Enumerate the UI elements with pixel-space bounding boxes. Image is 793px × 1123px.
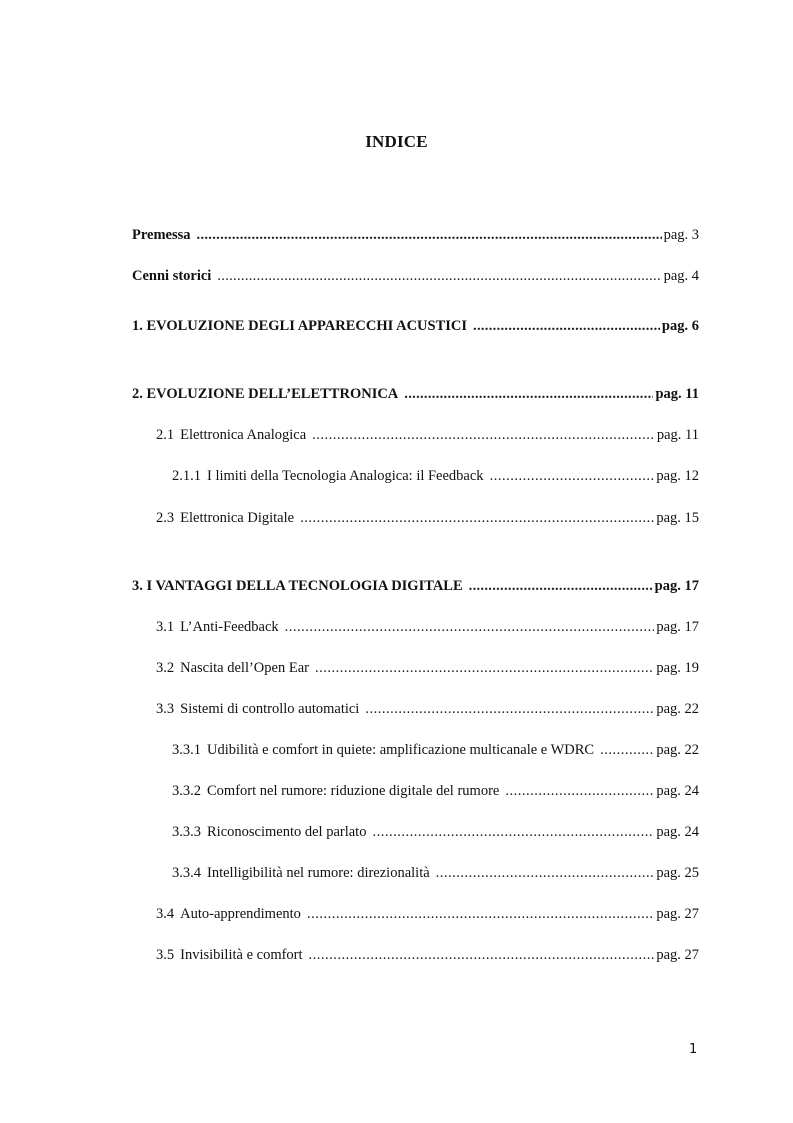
toc-entry-number: 3.3.4 xyxy=(172,865,201,881)
toc-entry-3-2[interactable] xyxy=(156,660,699,680)
toc-entry-number: 3.3 xyxy=(156,701,175,717)
dot-leader xyxy=(197,227,662,244)
toc-entry-page: pag. 4 xyxy=(663,268,699,284)
toc-entry-label: Intelligibilità nel rumore: direzionalità xyxy=(207,865,430,881)
toc-entry-3-3[interactable] xyxy=(156,701,699,721)
toc-entry-2-1-1[interactable] xyxy=(172,468,699,488)
toc-entry-3-1[interactable] xyxy=(156,619,699,639)
dot-leader xyxy=(285,619,655,636)
page-title: INDICE xyxy=(365,132,428,151)
toc-entry-number: 3.1 xyxy=(156,619,175,635)
toc-entry-page: pag. 3 xyxy=(663,227,699,243)
toc-entry-page: pag. 22 xyxy=(656,701,699,717)
toc-entry-label: Riconoscimento del parlato xyxy=(207,824,367,840)
toc-entry-page: pag. 27 xyxy=(656,947,699,963)
dot-leader xyxy=(307,906,654,923)
toc-entry-page: pag. 17 xyxy=(654,578,699,594)
dot-leader xyxy=(372,824,654,841)
dot-leader xyxy=(473,318,660,335)
toc-entry-3-3-4[interactable] xyxy=(172,865,699,885)
toc-entry-label: L’Anti-Feedback xyxy=(180,619,279,635)
toc-entry-label: Auto-apprendimento xyxy=(180,906,301,922)
toc-entry-label: Premessa xyxy=(132,227,191,243)
toc-entry-label: Sistemi di controllo automatici xyxy=(180,701,360,717)
toc-entry-label: Elettronica Digitale xyxy=(180,510,295,526)
toc-entry-label: 1. EVOLUZIONE DEGLI APPARECCHI ACUSTICI xyxy=(132,318,468,334)
dot-leader xyxy=(312,427,655,444)
toc-entry-page: pag. 25 xyxy=(656,865,699,881)
page-number: 1 xyxy=(689,1042,698,1057)
toc-entry-2-1[interactable] xyxy=(156,427,699,447)
dot-leader xyxy=(505,783,654,800)
toc-entry-3-3-1[interactable] xyxy=(172,742,699,762)
toc-entry-number: 2.1.1 xyxy=(172,468,201,484)
dot-leader xyxy=(436,865,655,882)
dot-leader xyxy=(404,386,653,403)
toc-entry-number: 2.3 xyxy=(156,510,175,526)
toc-entry-page: pag. 11 xyxy=(656,427,699,443)
dot-leader xyxy=(365,701,654,718)
toc-entry-page: pag. 17 xyxy=(656,619,699,635)
toc-entry-page: pag. 19 xyxy=(656,660,699,676)
toc-entry-number: 3.3.1 xyxy=(172,742,201,758)
toc-entry-label: Nascita dell’Open Ear xyxy=(180,660,309,676)
dot-leader xyxy=(300,510,654,527)
toc-entry-page: pag. 12 xyxy=(656,468,699,484)
toc-entry-chapter-2[interactable] xyxy=(132,386,699,406)
toc-entry-label: I limiti della Tecnologia Analogica: il Feedback xyxy=(207,468,484,484)
toc-entry-page: pag. 24 xyxy=(656,824,699,840)
toc-entry-number: 2.1 xyxy=(156,427,175,443)
toc-entry-label: Cenni storici xyxy=(132,268,212,284)
toc-entry-page: pag. 27 xyxy=(656,906,699,922)
toc-entry-page: pag. 6 xyxy=(661,318,699,334)
toc-entry-3-4[interactable] xyxy=(156,906,699,926)
toc-entry-number: 3.2 xyxy=(156,660,175,676)
toc-entry-page: pag. 22 xyxy=(656,742,699,758)
toc-entry-label: Udibilità e comfort in quiete: amplificazione multicanale e WDRC xyxy=(207,742,595,758)
dot-leader xyxy=(600,742,654,759)
toc-entry-label: Invisibilità e comfort xyxy=(180,947,303,963)
toc-entry-2-3[interactable] xyxy=(156,510,699,530)
toc-entry-number: 3.4 xyxy=(156,906,175,922)
toc-entry-number: 3.3.3 xyxy=(172,824,201,840)
toc-entry-label: Elettronica Analogica xyxy=(180,427,307,443)
toc-entry-3-3-2[interactable] xyxy=(172,783,699,803)
toc-entry-number: 3.5 xyxy=(156,947,175,963)
dot-leader xyxy=(309,947,655,964)
toc-entry-number: 3.3.2 xyxy=(172,783,201,799)
toc-entry-3-5[interactable] xyxy=(156,947,699,967)
toc-entry-premessa[interactable] xyxy=(132,227,699,247)
toc-entry-page: pag. 24 xyxy=(656,783,699,799)
toc-entry-chapter-1[interactable] xyxy=(132,318,699,338)
toc-entry-3-3-3[interactable] xyxy=(172,824,699,844)
toc-entry-label: 3. I VANTAGGI DELLA TECNOLOGIA DIGITALE xyxy=(132,578,463,594)
toc-entry-cenni-storici[interactable] xyxy=(132,268,699,288)
dot-leader xyxy=(217,268,661,285)
dot-leader xyxy=(315,660,654,677)
dot-leader xyxy=(469,578,653,595)
toc-entry-label: 2. EVOLUZIONE DELL’ELETTRONICA xyxy=(132,386,399,402)
toc-entry-label: Comfort nel rumore: riduzione digitale del rumore xyxy=(207,783,500,799)
dot-leader xyxy=(490,468,655,485)
toc-entry-page: pag. 11 xyxy=(655,386,699,402)
toc-entry-chapter-3[interactable] xyxy=(132,578,699,598)
toc-entry-page: pag. 15 xyxy=(656,510,699,526)
